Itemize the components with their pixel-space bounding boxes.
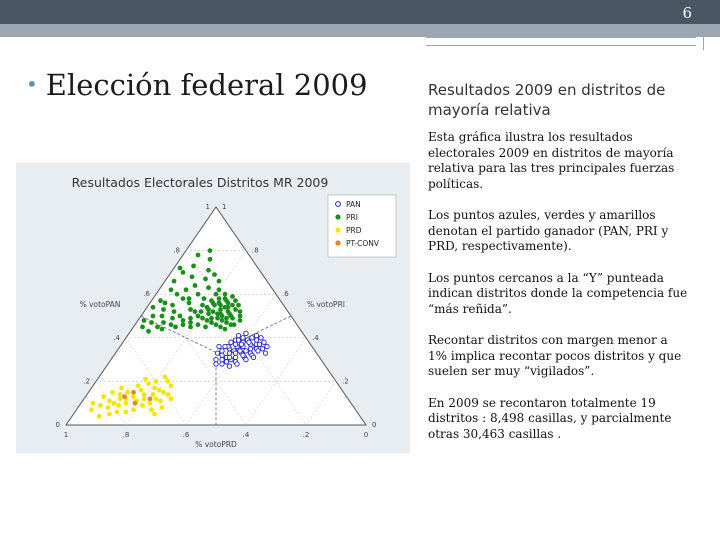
data-point-pri [149, 320, 154, 325]
page-number: 6 [682, 4, 692, 22]
tick-label-pan: .4 [113, 333, 120, 342]
data-point-pan [260, 347, 264, 351]
data-point-pri [190, 274, 195, 279]
tick-label-prd: .6 [182, 431, 190, 439]
legend-label-pan: PAN [346, 200, 361, 209]
data-point-pri [161, 307, 166, 312]
data-point-prd [107, 412, 112, 417]
slide-top-bar [0, 0, 720, 24]
data-point-pri [193, 283, 198, 288]
legend-marker-pri [335, 214, 340, 219]
data-point-pri [215, 316, 220, 321]
data-point-pri [187, 301, 192, 306]
data-point-prd [140, 403, 145, 408]
explanation-text [428, 130, 690, 458]
data-point-pri [203, 277, 208, 282]
data-point-pan [256, 349, 260, 353]
data-point-pri [236, 303, 241, 308]
data-point-pri [209, 316, 214, 321]
data-point-pan [233, 351, 237, 355]
data-point-prd [169, 396, 174, 401]
data-point-pan [244, 331, 248, 335]
data-point-pan [259, 336, 263, 340]
data-point-pan [263, 351, 267, 355]
data-point-pri [211, 309, 216, 314]
data-point-pri [238, 314, 243, 319]
data-point-pan [247, 340, 251, 344]
data-point-pri [193, 309, 198, 314]
data-point-prd [160, 405, 165, 410]
data-point-pan [241, 336, 245, 340]
data-point-pri [181, 318, 186, 323]
pan-axis-label: % votoPAN [79, 300, 121, 309]
data-point-prd [131, 407, 136, 412]
data-point-pan [223, 344, 227, 348]
paragraph-1: Esta gráfica ilustra los resultados electorales 2009 en distritos de mayoría relativa para las tres principales fuerzas políticas. [428, 130, 675, 191]
data-point-prd [142, 392, 147, 397]
data-point-pan [220, 349, 224, 353]
data-point-prd [131, 394, 136, 399]
data-point-pri [188, 316, 193, 321]
data-point-pri [232, 322, 237, 327]
data-point-pri [218, 307, 223, 312]
data-point-pan [220, 357, 224, 361]
bullet-dot-icon: • [26, 72, 38, 96]
data-point-pri [220, 318, 225, 323]
legend-label-prd: PRD [346, 226, 362, 235]
data-point-prd [110, 390, 115, 395]
data-point-pan [214, 357, 218, 361]
data-point-prd [91, 401, 96, 406]
tick-label-pri: .4 [312, 333, 319, 342]
data-point-prd [136, 383, 141, 388]
data-point-pri [202, 296, 207, 301]
data-point-prd [166, 392, 171, 397]
data-point-pri [218, 325, 223, 330]
legend-marker-pan [336, 202, 341, 207]
data-point-prd [154, 379, 159, 384]
data-point-pri [214, 292, 219, 297]
data-point-pri [160, 327, 165, 332]
data-point-pri [206, 311, 211, 316]
data-point-pri [205, 318, 210, 323]
paragraph-3: Los puntos cercanos a la “Y” punteada indican distritos donde la competencia fue “más reñida”. [428, 270, 688, 316]
tick-label-pri: .2 [342, 377, 349, 386]
data-point-prd [149, 407, 154, 412]
data-point-pri [238, 318, 243, 323]
data-point-prd [152, 386, 157, 391]
data-point-pan [244, 349, 248, 353]
data-point-pri [181, 296, 186, 301]
data-point-pri [181, 270, 186, 275]
data-point-pri [175, 292, 180, 297]
tick-label-prd: 0 [363, 431, 369, 439]
data-point-pri [223, 327, 228, 332]
data-point-prd [158, 399, 163, 404]
data-point-pan [254, 338, 258, 342]
data-point-pri [230, 294, 235, 299]
data-point-pri [238, 309, 243, 314]
data-point-pri [151, 305, 156, 310]
data-point-pan [229, 340, 233, 344]
data-point-pan [265, 344, 269, 348]
data-point-pan [254, 333, 258, 337]
data-point-pri [224, 320, 229, 325]
data-point-pri [140, 325, 145, 330]
data-point-pri [206, 268, 211, 273]
legend-label-pt-conv: PT-CONV [346, 239, 380, 248]
bullet-title [26, 68, 368, 102]
ternary-chart [16, 163, 410, 453]
data-point-pan [244, 357, 248, 361]
data-point-pri [173, 325, 178, 330]
data-point-prd [163, 375, 168, 380]
data-point-prd [124, 401, 129, 406]
data-point-pri [223, 296, 228, 301]
data-point-pri [142, 318, 147, 323]
data-point-pri [200, 316, 205, 321]
bullet-title-text: Elección federal 2009 [45, 68, 368, 102]
data-point-pri [208, 257, 213, 262]
data-point-pri [227, 311, 232, 316]
paragraph-5: En 2009 se recontaron totalmente 19 distritos : 8,498 casillas, y parcialmente otras 30,463 casillas . [428, 395, 672, 441]
data-point-pri [155, 325, 160, 330]
data-point-pan [251, 355, 255, 359]
data-point-pri [233, 307, 238, 312]
data-point-pan [236, 338, 240, 342]
data-point-pri [146, 329, 151, 334]
data-point-pan [220, 353, 224, 357]
legend-marker-prd [335, 227, 340, 232]
data-point-prd [112, 401, 117, 406]
data-point-pri [233, 298, 238, 303]
data-point-prd [169, 383, 174, 388]
data-point-pan [250, 336, 254, 340]
tick-label-pan: .2 [83, 377, 90, 386]
data-point-pan [217, 344, 221, 348]
data-point-pri [217, 279, 222, 284]
data-point-pri [212, 272, 217, 277]
data-point-pan [227, 364, 231, 368]
data-point-pri [151, 314, 156, 319]
data-point-prd [148, 401, 153, 406]
prd-axis-label: % votoPRD [195, 440, 237, 449]
data-point-pri [215, 311, 220, 316]
data-point-prd [97, 414, 102, 419]
data-point-pri [161, 320, 166, 325]
data-point-pri [223, 292, 228, 297]
data-point-pri [187, 296, 192, 301]
data-point-pri [172, 279, 177, 284]
data-point-pri [230, 316, 235, 321]
data-point-pri [230, 303, 235, 308]
data-point-pri [224, 316, 229, 321]
pri-axis-label: % votoPRI [306, 300, 346, 309]
data-point-pri [163, 301, 168, 306]
data-point-pri [178, 314, 183, 319]
tick-label-pri: .8 [252, 246, 259, 255]
data-point-pan [224, 360, 228, 364]
data-point-pri [196, 292, 201, 297]
tick-label-pri: 1 [222, 203, 227, 211]
chart-title: Resultados Electorales Distritos MR 2009 [71, 175, 329, 190]
tick-label-pan: 1 [205, 203, 210, 211]
data-point-pri [203, 325, 208, 330]
data-point-pan [215, 351, 219, 355]
data-point-pri [178, 266, 183, 271]
data-point-prd [115, 410, 120, 415]
data-point-pri [209, 320, 214, 325]
data-point-pri [200, 303, 205, 308]
data-point-pan [262, 340, 266, 344]
data-point-prd [118, 396, 123, 401]
data-point-pan [238, 349, 242, 353]
data-point-pri [196, 322, 201, 327]
data-point-prd [98, 403, 103, 408]
data-point-prd [152, 412, 157, 417]
data-point-pan [248, 347, 252, 351]
data-point-pri [214, 322, 219, 327]
data-point-prd [119, 386, 124, 391]
data-point-prd [89, 407, 94, 412]
data-point-pri [172, 309, 177, 314]
tick-label-pan: .6 [143, 290, 150, 299]
tick-label-prd: 1 [63, 431, 69, 439]
tick-label-prd: .4 [242, 431, 250, 439]
data-point-pt-conv [122, 394, 127, 399]
data-point-pan [227, 355, 231, 359]
data-point-prd [154, 396, 159, 401]
tick-label-pri: .6 [282, 290, 289, 299]
data-point-pri [206, 285, 211, 290]
data-point-prd [166, 379, 171, 384]
data-point-pan [257, 342, 261, 346]
data-point-pri [181, 322, 186, 327]
data-point-prd [116, 403, 121, 408]
tick-label-prd: .8 [122, 431, 130, 439]
data-point-pan [241, 353, 245, 357]
data-point-pt-conv [148, 396, 153, 401]
data-point-pri [160, 314, 165, 319]
data-point-prd [106, 405, 111, 410]
data-point-pri [205, 305, 210, 310]
data-point-pri [170, 303, 175, 308]
data-point-prd [142, 396, 147, 401]
data-point-pri [188, 320, 193, 325]
data-point-prd [146, 381, 151, 386]
data-point-pri [217, 287, 222, 292]
tick-label-prd: .2 [302, 431, 310, 439]
data-point-pri [191, 264, 196, 269]
data-point-pan [235, 362, 239, 366]
data-point-prd [124, 410, 129, 415]
tick-label-pan: .8 [173, 246, 180, 255]
data-point-pri [217, 301, 222, 306]
data-point-pri [196, 253, 201, 258]
data-point-prd [118, 392, 123, 397]
data-point-pt-conv [131, 390, 136, 395]
slide-top-band [0, 24, 720, 37]
data-point-pri [188, 325, 193, 330]
data-point-pri [169, 322, 174, 327]
paragraph-2: Los puntos azules, verdes y amarillos denotan el partido ganador (PAN, PRI y PRD, respectivamente). [428, 208, 669, 253]
tick-label-pan: 0 [55, 421, 60, 429]
data-point-pri [217, 296, 222, 301]
data-point-pan [236, 333, 240, 337]
data-point-prd [157, 388, 162, 393]
data-point-pt-conv [133, 401, 138, 406]
tick-label-pri: 0 [372, 421, 377, 429]
data-point-pri [209, 298, 214, 303]
data-point-pri [184, 287, 189, 292]
data-point-pri [170, 316, 175, 321]
slide-subtitle: Resultados 2009 en distritos de mayoría relativa [428, 81, 666, 119]
data-point-pan [227, 351, 231, 355]
data-point-pri [208, 248, 213, 253]
data-point-pri [158, 298, 163, 303]
data-point-prd [143, 377, 148, 382]
data-point-prd [139, 388, 144, 393]
header-side-rule [703, 24, 704, 50]
legend-label-pri: PRI [346, 213, 358, 222]
paragraph-4: Recontar distritos con margen menor a 1% implica recontar pocos distritos y que suelen ser muy “vigilados”. [428, 333, 682, 378]
data-point-prd [151, 392, 156, 397]
data-point-pan [233, 342, 237, 346]
data-point-prd [107, 399, 112, 404]
data-point-prd [125, 390, 130, 395]
data-point-pri [223, 305, 228, 310]
legend-marker-pt-conv [335, 240, 340, 245]
data-point-pan [239, 342, 243, 346]
data-point-pan [233, 355, 237, 359]
data-point-pan [214, 362, 218, 366]
data-point-prd [101, 394, 106, 399]
data-point-prd [161, 390, 166, 395]
data-point-pri [169, 287, 174, 292]
data-point-pri [188, 307, 193, 312]
data-point-pan [220, 362, 224, 366]
header-accent-lines [426, 37, 696, 46]
data-point-pri [199, 309, 204, 314]
data-point-pri [196, 314, 201, 319]
chart-legend [328, 195, 396, 257]
